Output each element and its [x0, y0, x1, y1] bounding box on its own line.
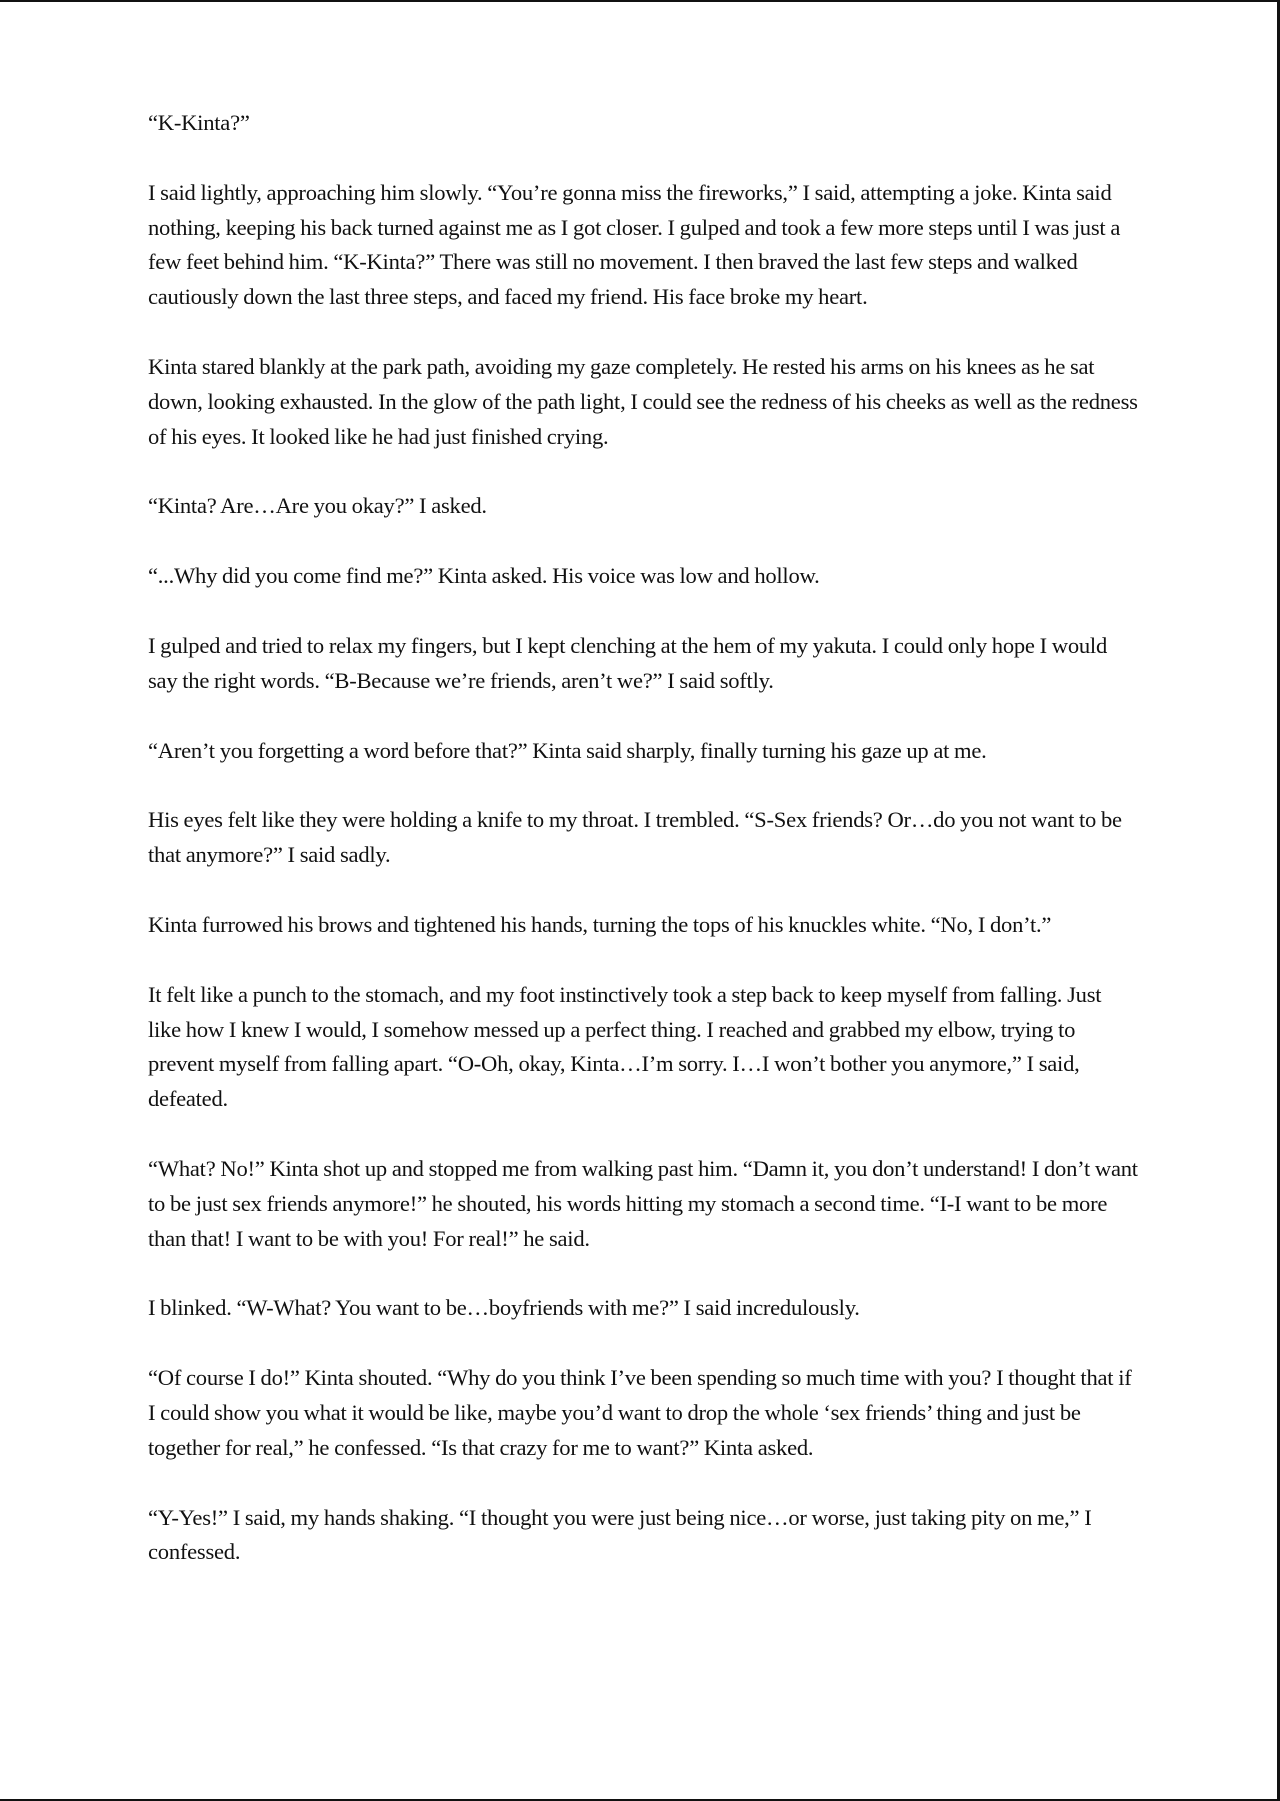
paragraph: “K-Kinta?”: [148, 110, 250, 135]
paragraph: His eyes felt like they were holding a knife to my throat. I trembled. “S-Sex friends? Or…do you not want to be that anymore?” I said sadly.: [148, 807, 1122, 868]
paragraph: I blinked. “W-What? You want to be…boyfriends with me?” I said incredulously.: [148, 1295, 860, 1321]
paragraph: “What? No!” Kinta shot up and stopped me from walking past him. “Damn it, you don’t understand! I don’t want to be just sex friends anymore!” he shouted, his words hitting my stomach a second time. “I-I want to be more than that! I want to be with you! For real!” he said.: [148, 1155, 1138, 1251]
paragraph: Kinta furrowed his brows and tightened his hands, turning the tops of his knuckles white. “No, I don’t.”: [148, 911, 1052, 937]
paragraph: It felt like a punch to the stomach, and my foot instinctively took a step back to keep myself from falling. Just like how I knew I would, I somehow messed up a perfect thing. I reached and grabbed my elbow, trying to prevent myself from falling apart. “O-Oh, okay, Kinta…I’m sorry. I…I won’t bother you anymore,” I said, defeated.: [148, 981, 1102, 1112]
paragraph: “Of course I do!” Kinta shouted. “Why do you think I’ve been spending so much time with you? I thought that if I could show you what it would be like, maybe you’d want to drop the whole ‘sex friends’ thing and just be together for real,” he confessed. “Is that crazy for me to want?” Kinta asked.: [148, 1365, 1132, 1460]
paragraph: I said lightly, approaching him slowly. “You’re gonna miss the fireworks,” I said, attempting a joke. Kinta said nothing, keeping his back turned against me as I got closer. I gulped and took a few more steps until I was just a few feet behind him. “K-Kinta?” There was still no movement. I then braved the last few steps and walked cautiously down the last three steps, and faced my friend. His face broke my heart.: [148, 179, 1121, 310]
document-body: [148, 106, 1138, 1605]
paragraph: “Aren’t you forgetting a word before that?” Kinta said sharply, finally turning his gaze up at me.: [148, 737, 987, 763]
paragraph: “Kinta? Are…Are you okay?” I asked.: [148, 493, 487, 519]
paragraph: I gulped and tried to relax my fingers, but I kept clenching at the hem of my yakuta. I could only hope I would say the right words. “B-Because we’re friends, aren’t we?” I said softly.: [148, 632, 1108, 693]
paragraph: Kinta stared blankly at the park path, avoiding my gaze completely. He rested his arms on his knees as he sat down, looking exhausted. In the glow of the path light, I could see the redness of his cheeks as well as the redness of his eyes. It looked like he had just finished crying.: [148, 353, 1138, 449]
paragraph: “...Why did you come find me?” Kinta asked. His voice was low and hollow.: [148, 563, 820, 589]
paragraph: “Y-Yes!” I said, my hands shaking. “I thought you were just being nice…or worse, just taking pity on me,” I confessed.: [148, 1504, 1092, 1565]
